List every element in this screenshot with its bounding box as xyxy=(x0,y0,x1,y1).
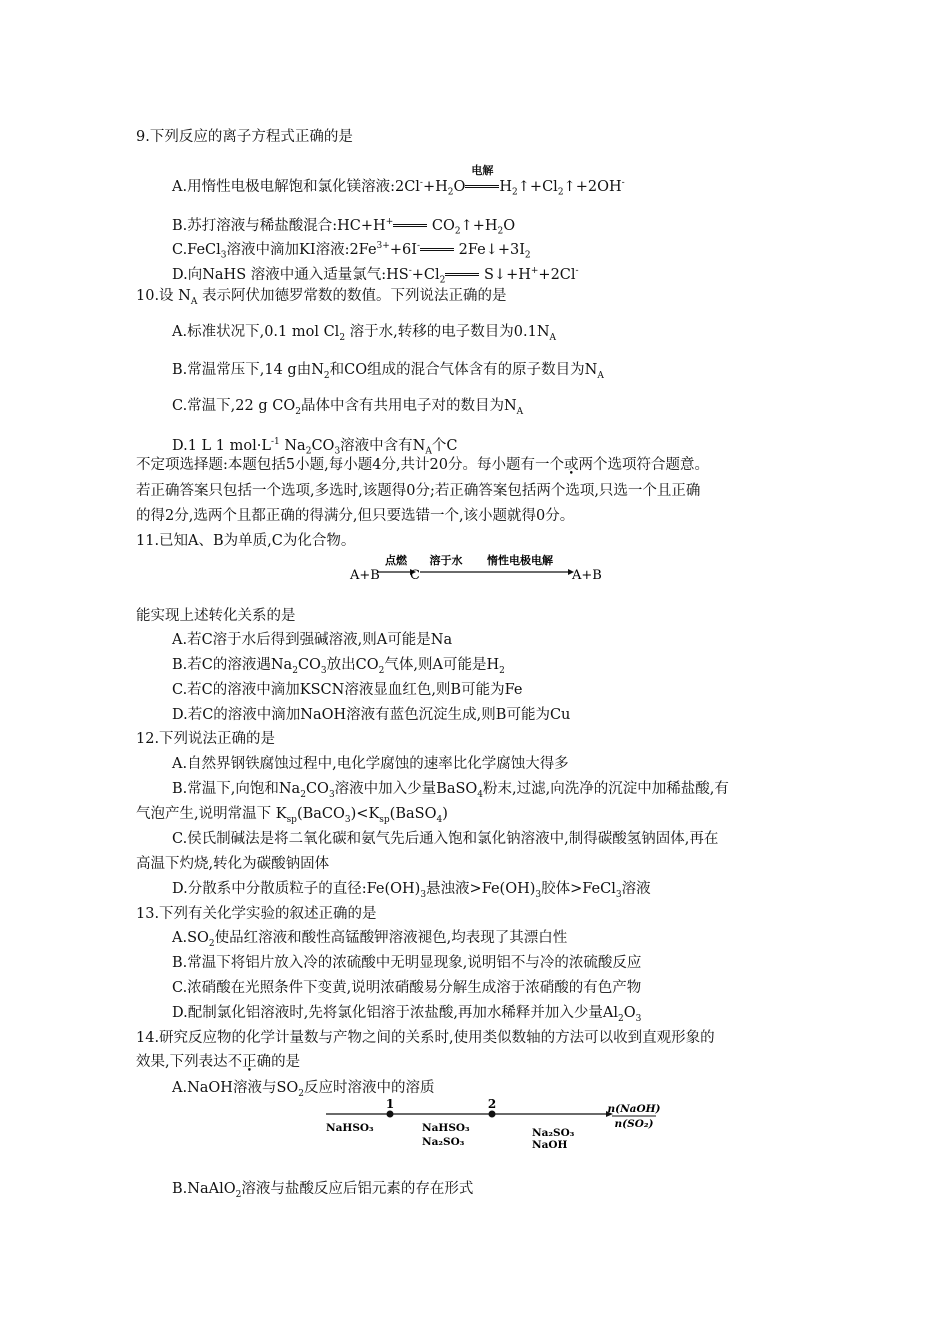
segment-3-label-a: Na₂SO₃ xyxy=(532,1127,575,1139)
q12-option-b-line2: 气泡产生,说明常温下 $K_{sp}(BaCO_3)<K_{sp}(BaSO_4)$ xyxy=(136,806,448,825)
axis-point-1 xyxy=(387,1111,394,1118)
q9-option-b: B.苏打溶液与稀盐酸混合:HC+H+ $CO_2↑+H_2O$ xyxy=(172,217,516,237)
q14-option-b: B.NaAlO$_2$溶液与盐酸反应后铝元素的存在形式 xyxy=(172,1181,474,1200)
q14-number-axis xyxy=(320,1096,670,1156)
segment-2-label-a: NaHSO₃ xyxy=(422,1122,470,1134)
q9-option-a: A.用惰性电极电解饱和氯化镁溶液$:2Cl^-+H_2O$ 电解 $H_2↑+Cl_2↑+2OH^-$ xyxy=(172,163,625,198)
q11-option-a: A.若C溶于水后得到强碱溶液,则A可能是Na xyxy=(172,632,453,648)
segment-3-label-b: NaOH xyxy=(532,1139,568,1151)
axis-point-2 xyxy=(489,1111,496,1118)
diagram-end: A+B xyxy=(572,568,602,583)
q9-option-c: C.FeCl$_3$溶液中滴加KI溶液$:2Fe^{3+}+6I^-$ $2Fe↓+3I_2$ xyxy=(172,241,531,261)
ratio-denominator: n(SO₂) xyxy=(614,1118,654,1130)
q10-stem: 10.设 $N_A$ 表示阿伏加德罗常数的数值。下列说法正确的是 xyxy=(136,288,507,307)
q11-option-b: B.若C的溶液遇$Na_2CO_3$放出$CO_2$气体,则A可能是$H_2$ xyxy=(172,657,505,676)
q9-stem: 9.下列反应的离子方程式正确的是 xyxy=(136,129,353,145)
q10-option-c: C.常温下,22 g $CO_2$晶体中含有共用电子对的数目为$N_A$ xyxy=(172,398,524,417)
q11-conversion-diagram xyxy=(340,548,610,590)
q13-option-c: C.浓硝酸在光照条件下变黄,说明浓硝酸易分解生成溶于浓硝酸的有色产物 xyxy=(172,980,642,996)
q12-option-b-line1: B.常温下,向饱和$Na_2CO_3$溶液中加入少量BaSO$_4$粉末,过滤,向洗净的沉淀中加稀盐酸,有 xyxy=(172,781,729,800)
arrow-3-label: 惰性电极电解 xyxy=(487,554,553,567)
q11-lead: 能实现上述转化关系的是 xyxy=(136,608,296,624)
segment-2-label-b: Na₂SO₃ xyxy=(422,1136,465,1148)
q13-stem: 13.下列有关化学实验的叙述正确的是 xyxy=(136,906,377,922)
q11-option-c: C.若C的溶液中滴加KSCN溶液显血红色,则B可能为Fe xyxy=(172,682,523,698)
segment-1-label: NaHSO₃ xyxy=(326,1122,374,1134)
q13-option-b: B.常温下将铝片放入冷的浓硫酸中无明显现象,说明铝不与冷的浓硫酸反应 xyxy=(172,955,642,971)
q12-option-a: A.自然界钢铁腐蚀过程中,电化学腐蚀的速率比化学腐蚀大得多 xyxy=(172,756,569,772)
axis-point-2-label: 2 xyxy=(487,1097,497,1111)
q10-option-d: D.1 L 1 $mol\cdot L^{-1}$ $Na_2CO_3$溶液中含有$N_A$个C xyxy=(172,437,458,457)
q12-option-c-line1: C.侯氏制碱法是将二氧化碳和氨气先后通入饱和氯化钠溶液中,制得碳酸氢钠固体,再在 xyxy=(172,831,719,847)
q13-option-a: $A.SO_2$使品红溶液和酸性高锰酸钾溶液褪色,均表现了其漂白性 xyxy=(172,930,568,949)
electrolysis-equals: 电解 xyxy=(465,177,499,197)
axis-point-1-label: 1 xyxy=(385,1097,395,1111)
arrow-2-label: 溶于水 xyxy=(429,554,463,567)
q14-stem-line2: 效果,下列表达不正确的是 xyxy=(136,1054,301,1070)
diagram-c: C xyxy=(410,568,420,583)
q12-option-d: D.分散系中分散质粒子的直径$:Fe(OH)_3$悬浊液$>Fe(OH)_3$胶体>FeCl$_3$溶液 xyxy=(172,881,651,900)
diagram-start: A+B xyxy=(350,568,380,583)
q11-option-d: D.若C的溶液中滴加NaOH溶液有蓝色沉淀生成,则B可能为Cu xyxy=(172,707,571,723)
q10-option-a: A.标准状况下,0.1 mol $Cl_2$ 溶于水,转移的电子数目为$0.1N_A$ xyxy=(172,324,557,343)
emphasis-dots: 一个或两个 • xyxy=(535,457,608,473)
q12-stem: 12.下列说法正确的是 xyxy=(136,731,276,747)
q11-stem: 11.已知A、B为单质,C为化合物。 xyxy=(136,533,356,549)
q14-option-a: A.NaOH溶液与$SO_2$反应时溶液中的溶质 xyxy=(172,1080,435,1099)
section-instructions-line3: 的得2分,选两个且都正确的得满分,但只要选错一个,该小题就得0分。 xyxy=(136,508,575,524)
section-instructions-line2: 若正确答案只包括一个选项,多选时,该题得0分;若正确答案包括两个选项,只选一个且正确 xyxy=(136,483,701,499)
q10-option-b: B.常温常压下,14 g由$N_2$和CO组成的混合气体含有的原子数目为$N_A$ xyxy=(172,362,604,381)
emphasis-dots: 不正确 xyxy=(227,1054,272,1070)
q9-option-d: D.向NaHS 溶液中通入适量氯气$:HS^-+Cl_2$ S↓+H++2Cl- xyxy=(172,266,579,286)
q13-option-d: D.配制氯化铝溶液时,先将氯化铝溶于浓盐酸,再加水稀释并加入少量$Al_2O_3$ xyxy=(172,1005,642,1024)
arrow-1-label: 点燃 xyxy=(385,554,407,567)
q14-stem-line1: 14.研究反应物的化学计量数与产物之间的关系时,使用类似数轴的方法可以收到直观形象的 xyxy=(136,1030,715,1046)
ratio-numerator: n(NaOH) xyxy=(607,1103,661,1115)
section-instructions-line1: 不定项选择题:本题包括5小题,每小题4分,共计20分。每小题有一个或两个 •选项符合题意。 xyxy=(136,455,709,475)
q12-option-c-line2: 高温下灼烧,转化为碳酸钠固体 xyxy=(136,856,330,872)
